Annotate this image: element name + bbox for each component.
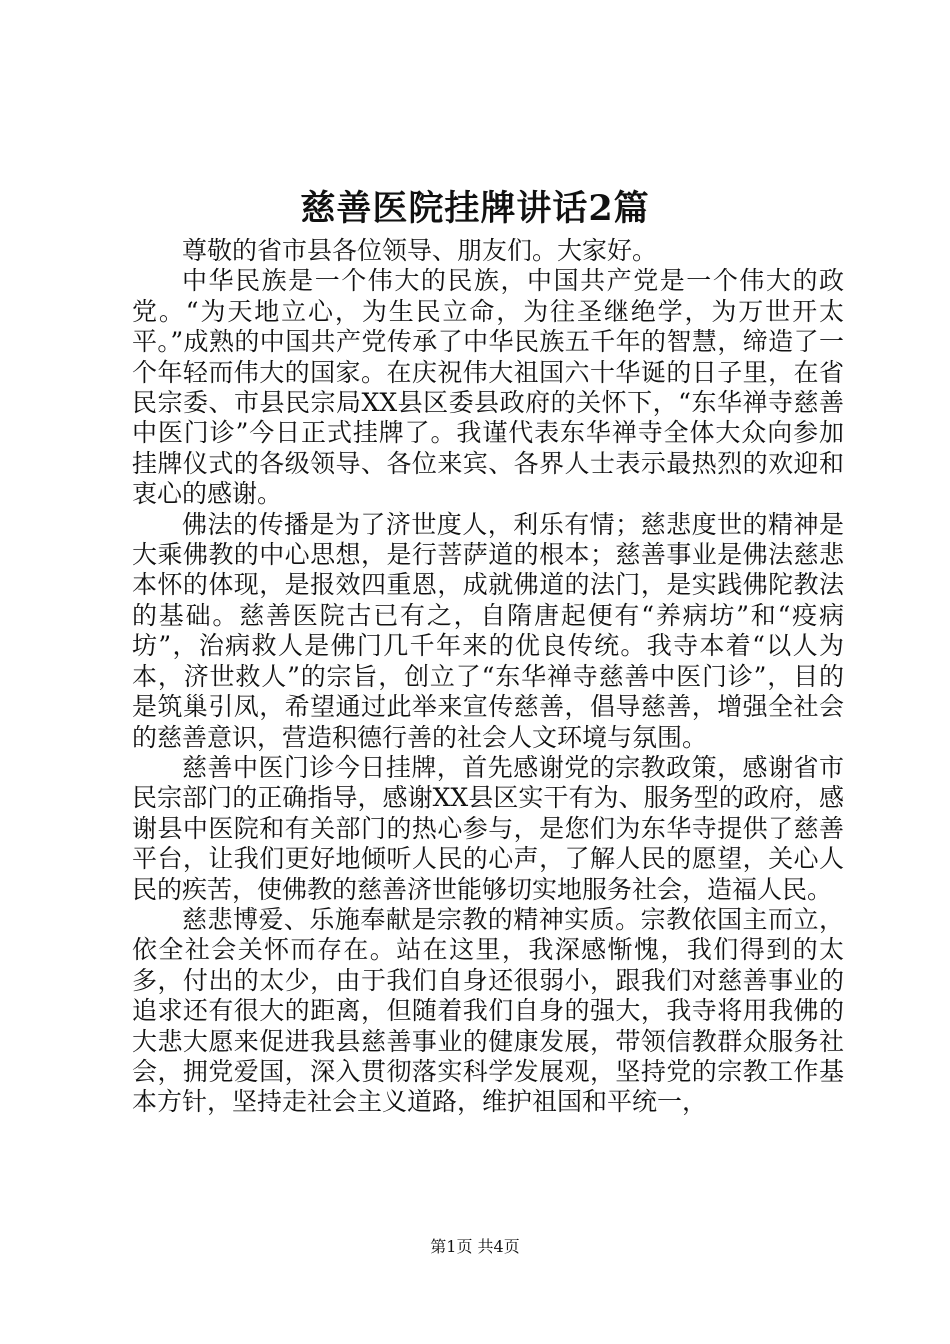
paragraph-3: 慈善中医门诊今日挂牌，首先感谢党的宗教政策，感谢省市民宗部门的正确指导，感谢XX县区实干有为、服务型的政府，感谢县中医院和有关部门的热心参与，是您们为东华寺提供了慈善平台，让我们更好地倾听人民的心声，了解人民的愿望，关心人民的疾苦，使佛教的慈善济世能够切实地服务社会，造福人民。 — [132, 752, 844, 904]
paragraph-greeting: 尊敬的省市县各位领导、朋友们。大家好。 — [182, 236, 658, 265]
paragraph-4: 慈悲博爱、乐施奉献是宗教的精神实质。宗教依国主而立，依全社会关怀而存在。站在这里，我深感惭愧，我们得到的太多，付出的太少，由于我们自身还很弱小，跟我们对慈善事业的追求还有很大的距离，但随着我们自身的强大，我寺将用我佛的大悲大愿来促进我县慈善事业的健康发展，带领信教群众服务社会，拥党爱国，深入贯彻落实科学发展观，坚持党的宗教工作基本方针，坚持走社会主义道路，维护祖国和平统一， — [132, 904, 844, 1117]
page-total: 共4页 — [477, 1237, 520, 1256]
paragraph-1: 中华民族是一个伟大的民族，中国共产党是一个伟大的政党。“为天地立心，为生民立命，为往圣继绝学，为万世开太平。”成熟的中国共产党传承了中华民族五千年的智慧，缔造了一个年轻而伟大的国家。在庆祝伟大祖国六十华诞的日子里，在省民宗委、市县民宗局XX县区委县政府的关怀下，“东华禅寺慈善中医门诊”今日正式挂牌了。我谨代表东华禅寺全体大众向参加挂牌仪式的各级领导、各位来宾、各界人士表示最热烈的欢迎和衷心的感谢。 — [132, 266, 844, 509]
document-body — [132, 236, 844, 1118]
page-number: 第1页 — [430, 1237, 473, 1256]
document-title: 慈善医院挂牌讲话2篇 — [300, 188, 650, 229]
paragraph-2: 佛法的传播是为了济世度人，利乐有情；慈悲度世的精神是大乘佛教的中心思想，是行菩萨道的根本；慈善事业是佛法慈悲本怀的体现，是报效四重恩，成就佛道的法门，是实践佛陀教法的基础。慈善医院古已有之，自隋唐起便有“养病坊”和“疫病坊”，治病救人是佛门几千年来的优良传统。我寺本着“以人为本，济世救人”的宗旨，创立了“东华禅寺慈善中医门诊”，目的是筑巢引凤，希望通过此举来宣传慈善，倡导慈善，增强全社会的慈善意识，营造积德行善的社会人文环境与氛围。 — [132, 509, 844, 752]
page-footer — [0, 1236, 950, 1258]
